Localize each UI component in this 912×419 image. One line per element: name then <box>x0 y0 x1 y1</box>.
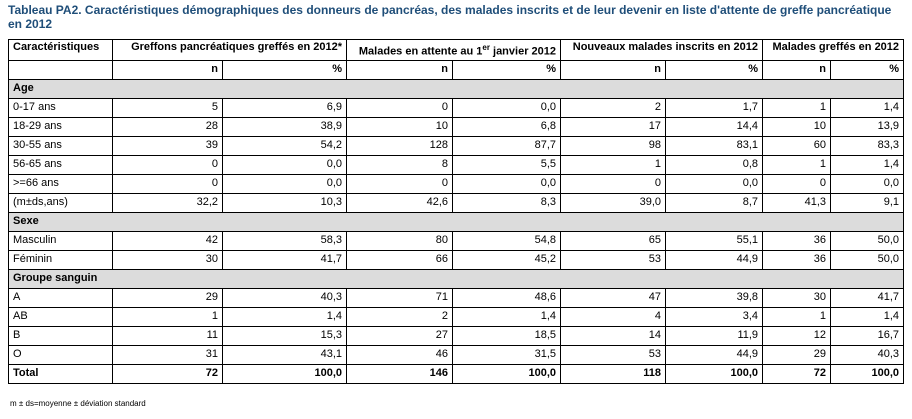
table-cell: 50,0 <box>831 231 904 250</box>
table-cell: 0,0 <box>831 174 904 193</box>
table-cell: 1,4 <box>453 307 561 326</box>
table-cell: 18,5 <box>453 326 561 345</box>
total-cell: 100,0 <box>223 364 347 383</box>
subheader-n: n <box>561 60 666 79</box>
table-cell: 30 <box>763 288 831 307</box>
table-cell: 44,9 <box>666 345 763 364</box>
table-row <box>9 155 904 174</box>
table-cell: 0,0 <box>453 98 561 117</box>
row-label: AB <box>9 307 113 326</box>
subheader-pct: % <box>831 60 904 79</box>
table-row <box>9 345 904 364</box>
table-cell: 27 <box>347 326 453 345</box>
table-cell: 10,3 <box>223 193 347 212</box>
header-nouveaux-inscrits: Nouveaux malades inscrits en 2012 <box>561 40 763 61</box>
table-cell: 10 <box>347 117 453 136</box>
subheader-pct: % <box>223 60 347 79</box>
total-label: Total <box>9 364 113 383</box>
header-caracteristiques: Caractéristiques <box>9 40 113 61</box>
table-cell: 42,6 <box>347 193 453 212</box>
row-label: 18-29 ans <box>9 117 113 136</box>
table-cell: 65 <box>561 231 666 250</box>
subheader-empty <box>9 60 113 79</box>
row-label: >=66 ans <box>9 174 113 193</box>
table-cell: 40,3 <box>223 288 347 307</box>
row-label: 56-65 ans <box>9 155 113 174</box>
table-cell: 15,3 <box>223 326 347 345</box>
table-cell: 8,3 <box>453 193 561 212</box>
header-en-attente: Malades en attente au 1er janvier 2012 <box>347 40 561 61</box>
table-cell: 5,5 <box>453 155 561 174</box>
table-cell: 4 <box>561 307 666 326</box>
row-label: O <box>9 345 113 364</box>
table-row <box>9 193 904 212</box>
table-cell: 0,8 <box>666 155 763 174</box>
header-greffes: Malades greffés en 2012 <box>763 40 904 61</box>
table-cell: 6,9 <box>223 98 347 117</box>
row-label: B <box>9 326 113 345</box>
table-cell: 48,6 <box>453 288 561 307</box>
table-cell: 1,7 <box>666 98 763 117</box>
table-row <box>9 250 904 269</box>
table-cell: 0,0 <box>223 155 347 174</box>
table-cell: 45,2 <box>453 250 561 269</box>
total-cell: 100,0 <box>831 364 904 383</box>
table-cell: 10 <box>763 117 831 136</box>
total-cell: 118 <box>561 364 666 383</box>
table-cell: 14 <box>561 326 666 345</box>
table-cell: 39,0 <box>561 193 666 212</box>
table-cell: 1 <box>763 307 831 326</box>
table-cell: 44,9 <box>666 250 763 269</box>
table-cell: 39,8 <box>666 288 763 307</box>
table-cell: 0,0 <box>666 174 763 193</box>
table-cell: 1,4 <box>831 155 904 174</box>
table-cell: 5 <box>113 98 223 117</box>
table-row <box>9 326 904 345</box>
table-cell: 14,4 <box>666 117 763 136</box>
table-cell: 12 <box>763 326 831 345</box>
header-row <box>9 40 904 61</box>
table-cell: 0,0 <box>223 174 347 193</box>
table-cell: 0 <box>763 174 831 193</box>
total-cell: 100,0 <box>666 364 763 383</box>
table-cell: 36 <box>763 231 831 250</box>
table-cell: 71 <box>347 288 453 307</box>
table-cell: 31,5 <box>453 345 561 364</box>
demographics-table <box>8 39 904 384</box>
table-cell: 1 <box>561 155 666 174</box>
table-cell: 30 <box>113 250 223 269</box>
section-label: Groupe sanguin <box>9 269 904 288</box>
header-greffons: Greffons pancréatiques greffés en 2012* <box>113 40 347 61</box>
total-cell: 146 <box>347 364 453 383</box>
table-cell: 0 <box>347 174 453 193</box>
table-row <box>9 117 904 136</box>
table-cell: 8 <box>347 155 453 174</box>
section-label: Sexe <box>9 212 904 231</box>
table-row <box>9 98 904 117</box>
table-cell: 32,2 <box>113 193 223 212</box>
footnote: m ± ds=moyenne ± déviation standard <box>10 399 146 408</box>
subheader-pct: % <box>453 60 561 79</box>
table-cell: 11,9 <box>666 326 763 345</box>
table-cell: 53 <box>561 250 666 269</box>
table-cell: 83,3 <box>831 136 904 155</box>
table-cell: 98 <box>561 136 666 155</box>
table-cell: 41,3 <box>763 193 831 212</box>
table-cell: 1,4 <box>831 307 904 326</box>
table-cell: 2 <box>347 307 453 326</box>
row-label: Féminin <box>9 250 113 269</box>
table-cell: 38,9 <box>223 117 347 136</box>
table-cell: 41,7 <box>831 288 904 307</box>
table-title: Tableau PA2. Caractéristiques démographiques des donneurs de pancréas, des malades inscrits et de leur devenir en liste d'attente de greffe pancréatique en 2012 <box>8 3 892 31</box>
total-cell: 72 <box>763 364 831 383</box>
table-cell: 0 <box>347 98 453 117</box>
table-cell: 60 <box>763 136 831 155</box>
subheader-row <box>9 60 904 79</box>
row-label: Masculin <box>9 231 113 250</box>
table-cell: 8,7 <box>666 193 763 212</box>
table-cell: 29 <box>113 288 223 307</box>
table-row <box>9 231 904 250</box>
table-cell: 50,0 <box>831 250 904 269</box>
table-cell: 31 <box>113 345 223 364</box>
row-label: 0-17 ans <box>9 98 113 117</box>
table-row <box>9 307 904 326</box>
table-cell: 54,8 <box>453 231 561 250</box>
table-cell: 1 <box>113 307 223 326</box>
table-row <box>9 288 904 307</box>
table-cell: 1 <box>763 98 831 117</box>
table-cell: 47 <box>561 288 666 307</box>
table-cell: 6,8 <box>453 117 561 136</box>
section-row <box>9 79 904 98</box>
table-cell: 3,4 <box>666 307 763 326</box>
row-label: 30-55 ans <box>9 136 113 155</box>
table-row <box>9 136 904 155</box>
table-cell: 17 <box>561 117 666 136</box>
total-cell: 100,0 <box>453 364 561 383</box>
total-cell: 72 <box>113 364 223 383</box>
table-cell: 39 <box>113 136 223 155</box>
table-cell: 0 <box>113 174 223 193</box>
table-cell: 1,4 <box>223 307 347 326</box>
table-cell: 80 <box>347 231 453 250</box>
table-cell: 42 <box>113 231 223 250</box>
table-cell: 0 <box>113 155 223 174</box>
table-cell: 29 <box>763 345 831 364</box>
table-cell: 36 <box>763 250 831 269</box>
table-cell: 9,1 <box>831 193 904 212</box>
table-cell: 1,4 <box>831 98 904 117</box>
table-cell: 87,7 <box>453 136 561 155</box>
table-cell: 53 <box>561 345 666 364</box>
table-row <box>9 174 904 193</box>
row-label: (m±ds,ans) <box>9 193 113 212</box>
table-cell: 58,3 <box>223 231 347 250</box>
subheader-n: n <box>347 60 453 79</box>
table-cell: 54,2 <box>223 136 347 155</box>
subheader-n: n <box>113 60 223 79</box>
table-cell: 40,3 <box>831 345 904 364</box>
table-cell: 0 <box>561 174 666 193</box>
table-cell: 46 <box>347 345 453 364</box>
table-body <box>9 79 904 383</box>
table-cell: 41,7 <box>223 250 347 269</box>
table-cell: 83,1 <box>666 136 763 155</box>
section-row <box>9 212 904 231</box>
table-cell: 55,1 <box>666 231 763 250</box>
section-label: Age <box>9 79 904 98</box>
row-label: A <box>9 288 113 307</box>
table-cell: 16,7 <box>831 326 904 345</box>
table-cell: 43,1 <box>223 345 347 364</box>
table-cell: 128 <box>347 136 453 155</box>
table-cell: 2 <box>561 98 666 117</box>
section-row <box>9 269 904 288</box>
table-cell: 66 <box>347 250 453 269</box>
subheader-n: n <box>763 60 831 79</box>
table-cell: 13,9 <box>831 117 904 136</box>
table-cell: 28 <box>113 117 223 136</box>
table-cell: 11 <box>113 326 223 345</box>
total-row <box>9 364 904 383</box>
table-cell: 0,0 <box>453 174 561 193</box>
subheader-pct: % <box>666 60 763 79</box>
table-cell: 1 <box>763 155 831 174</box>
